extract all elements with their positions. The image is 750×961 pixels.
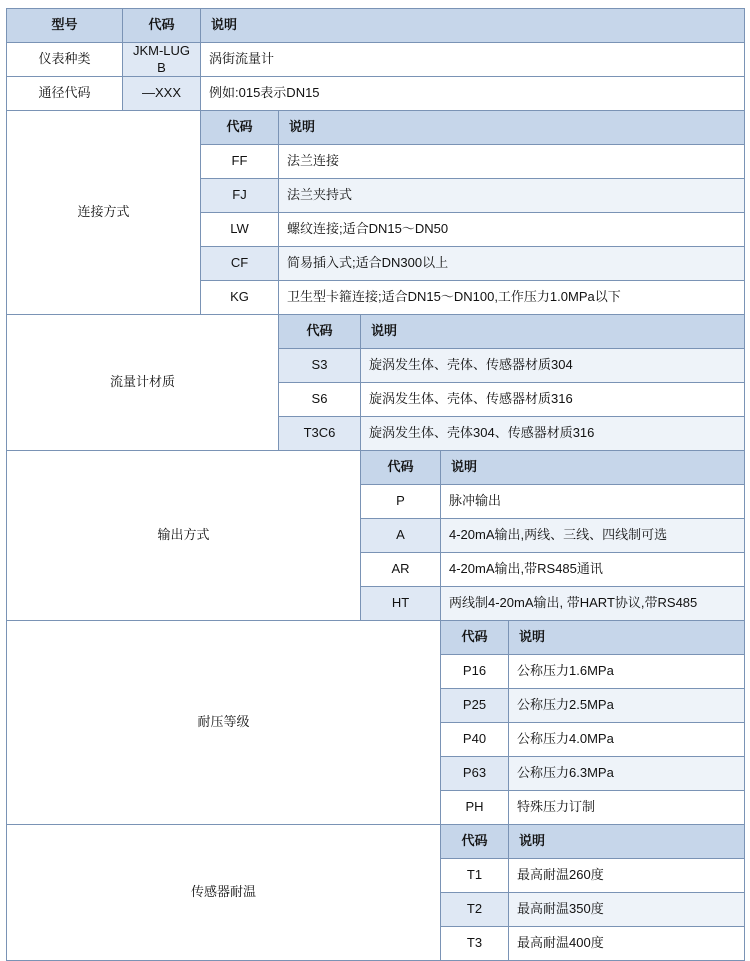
desc-s6: 旋涡发生体、壳体、传感器材质316 [361,383,745,417]
subheader-desc-temperature: 说明 [509,825,745,859]
subheader-code-material: 代码 [279,315,361,349]
desc-t3c6: 旋涡发生体、壳体304、传感器材质316 [361,417,745,451]
row-code-instrument-type: JKM-LUGB [123,43,201,77]
code-p: P [361,485,441,519]
code-p63: P63 [441,757,509,791]
code-t3: T3 [441,927,509,961]
desc-p16: 公称压力1.6MPa [509,655,745,689]
code-p25: P25 [441,689,509,723]
desc-t3: 最高耐温400度 [509,927,745,961]
code-a: A [361,519,441,553]
desc-p25: 公称压力2.5MPa [509,689,745,723]
row-desc-instrument-type: 涡街流量计 [201,43,745,77]
desc-t2: 最高耐温350度 [509,893,745,927]
row-name-instrument-type: 仪表种类 [7,43,123,77]
desc-cf: 简易插入式;适合DN300以上 [279,247,745,281]
desc-a: 4-20mA输出,两线、三线、四线制可选 [441,519,745,553]
row-code-bore-code: —XXX [123,77,201,111]
section-subheader-row [7,825,745,859]
section-name-material: 流量计材质 [7,315,279,451]
desc-ff: 法兰连接 [279,145,745,179]
code-cf: CF [201,247,279,281]
section-name-pressure: 耐压等级 [7,621,441,825]
code-ff: FF [201,145,279,179]
code-s6: S6 [279,383,361,417]
code-fj: FJ [201,179,279,213]
desc-fj: 法兰夹持式 [279,179,745,213]
subheader-desc-output: 说明 [441,451,745,485]
section-name-connection: 连接方式 [7,111,201,315]
code-t3c6: T3C6 [279,417,361,451]
desc-ht: 两线制4-20mA输出, 带HART协议,带RS485 [441,587,745,621]
table-row [7,43,745,77]
code-kg: KG [201,281,279,315]
section-name-output: 输出方式 [7,451,361,621]
model-code-table [6,8,745,961]
desc-ph: 特殊压力订制 [509,791,745,825]
desc-p40: 公称压力4.0MPa [509,723,745,757]
section-subheader-row [7,315,745,349]
desc-t1: 最高耐温260度 [509,859,745,893]
subheader-code-connection: 代码 [201,111,279,145]
header-col-code: 代码 [123,9,201,43]
section-subheader-row [7,621,745,655]
subheader-code-output: 代码 [361,451,441,485]
section-subheader-row [7,111,745,145]
header-col-desc: 说明 [201,9,745,43]
table-header-row [7,9,745,43]
desc-s3: 旋涡发生体、壳体、传感器材质304 [361,349,745,383]
desc-p: 脉冲输出 [441,485,745,519]
desc-kg: 卫生型卡箍连接;适合DN15～DN100,工作压力1.0MPa以下 [279,281,745,315]
subheader-desc-connection: 说明 [279,111,745,145]
header-col-model: 型号 [7,9,123,43]
code-ph: PH [441,791,509,825]
subheader-desc-material: 说明 [361,315,745,349]
desc-p63: 公称压力6.3MPa [509,757,745,791]
code-s3: S3 [279,349,361,383]
code-ar: AR [361,553,441,587]
desc-lw: 螺纹连接;适合DN15～DN50 [279,213,745,247]
subheader-desc-pressure: 说明 [509,621,745,655]
code-t1: T1 [441,859,509,893]
row-name-bore-code: 通径代码 [7,77,123,111]
subheader-code-temperature: 代码 [441,825,509,859]
code-lw: LW [201,213,279,247]
code-t2: T2 [441,893,509,927]
code-p16: P16 [441,655,509,689]
code-p40: P40 [441,723,509,757]
desc-ar: 4-20mA输出,带RS485通讯 [441,553,745,587]
section-name-temperature: 传感器耐温 [7,825,441,961]
subheader-code-pressure: 代码 [441,621,509,655]
code-ht: HT [361,587,441,621]
table-row [7,77,745,111]
row-desc-bore-code: 例如:015表示DN15 [201,77,745,111]
section-subheader-row [7,451,745,485]
